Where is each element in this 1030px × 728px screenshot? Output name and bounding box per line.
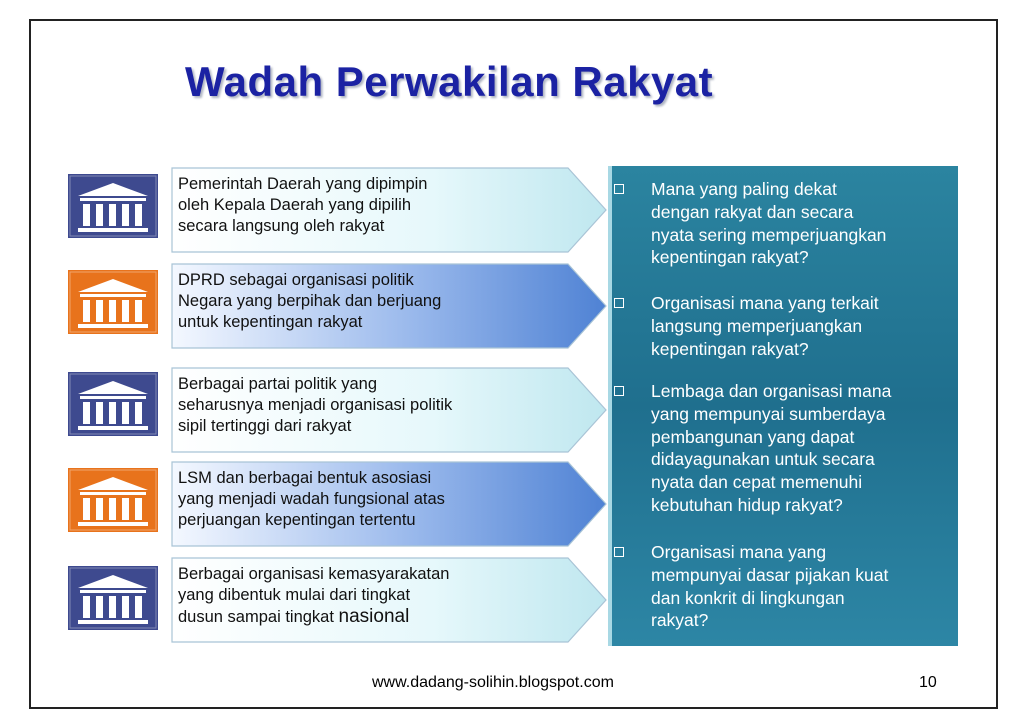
statement-arrow-5 [170,556,610,644]
page-number: 10 [919,674,937,691]
building-icon [68,174,158,238]
statement-arrow-1 [170,166,610,254]
statement-text: DPRD sebagai organisasi politik Negara yang berpihak dan berjuang untuk kepentingan rakyat [178,271,442,331]
checkbox-bullet-icon [614,547,624,557]
statement-arrow-4 [170,460,610,548]
footer-url: www.dadang-solihin.blogspot.com [372,674,614,691]
statement-text: Pemerintah Daerah yang dipimpin oleh Kepala Daerah yang dipilih secara langsung oleh rakyat [178,175,428,235]
statement-text: Berbagai organisasi kemasyarakatan yang dibentuk mulai dari tingkat dusun sampai tingkat nasional [178,565,450,627]
checkbox-bullet-icon [614,298,624,308]
statement-text: LSM dan berbagai bentuk asosiasi yang menjadi wadah fungsional atas perjuangan kepentingan tertentu [178,469,445,529]
building-icon [68,468,158,532]
statement-arrow-2 [170,262,610,350]
checkbox-bullet-icon [614,386,624,396]
statement-arrow-3 [170,366,610,454]
statement-text: Berbagai partai politik yang seharusnya menjadi organisasi politik sipil tertinggi dari rakyat [178,375,453,435]
checkbox-bullet-icon [614,184,624,194]
building-icon [68,566,158,630]
slide-title: Wadah Perwakilan Rakyat [185,58,714,105]
building-icon [68,372,158,436]
building-icon [68,270,158,334]
